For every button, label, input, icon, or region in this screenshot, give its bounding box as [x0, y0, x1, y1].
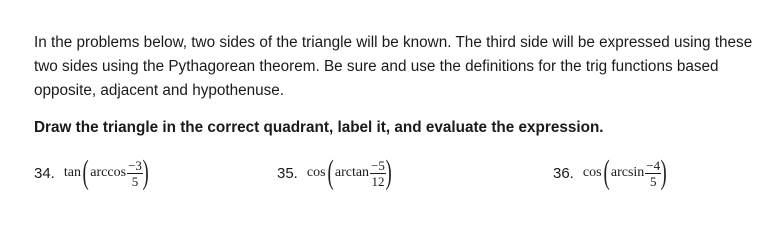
- left-paren: (: [82, 154, 89, 191]
- problem-number: 34.: [34, 164, 55, 182]
- problem-34: [34, 151, 148, 195]
- fraction: [645, 159, 661, 188]
- right-paren: ): [660, 154, 667, 191]
- problem-35: [277, 151, 391, 195]
- fraction: [370, 159, 386, 188]
- outer-function: cos: [582, 165, 602, 180]
- fraction: [127, 159, 143, 188]
- inner-function: arctan: [334, 165, 370, 180]
- fraction-numerator: −4: [646, 157, 661, 173]
- outer-function: tan: [63, 165, 81, 180]
- inner-function: arcsin: [610, 165, 645, 180]
- right-paren: ): [385, 154, 392, 191]
- fraction-denominator: 5: [649, 173, 657, 189]
- problem-36: [553, 151, 666, 195]
- instructions-heading: Draw the triangle in the correct quadrant, label it, and evaluate the expression.: [34, 119, 604, 136]
- outer-function: cos: [306, 165, 326, 180]
- right-paren: ): [142, 154, 149, 191]
- fraction-numerator: −3: [128, 157, 142, 173]
- fraction-denominator: 5: [131, 173, 139, 189]
- instructions-paragraph: In the problems below, two sides of the triangle will be known. The third side will be expressed using these two sides using the Pythagorean theorem. Be sure and use the definitions for the trig functions based opposite, adjacent and hypothenuse.: [34, 34, 753, 99]
- problem-number: 36.: [553, 164, 574, 182]
- left-paren: (: [603, 154, 610, 191]
- problem-number: 35.: [277, 164, 298, 182]
- inner-function: arccos: [90, 165, 127, 180]
- fraction-numerator: −5: [371, 157, 385, 173]
- left-paren: (: [327, 154, 334, 191]
- fraction-denominator: 12: [371, 173, 385, 189]
